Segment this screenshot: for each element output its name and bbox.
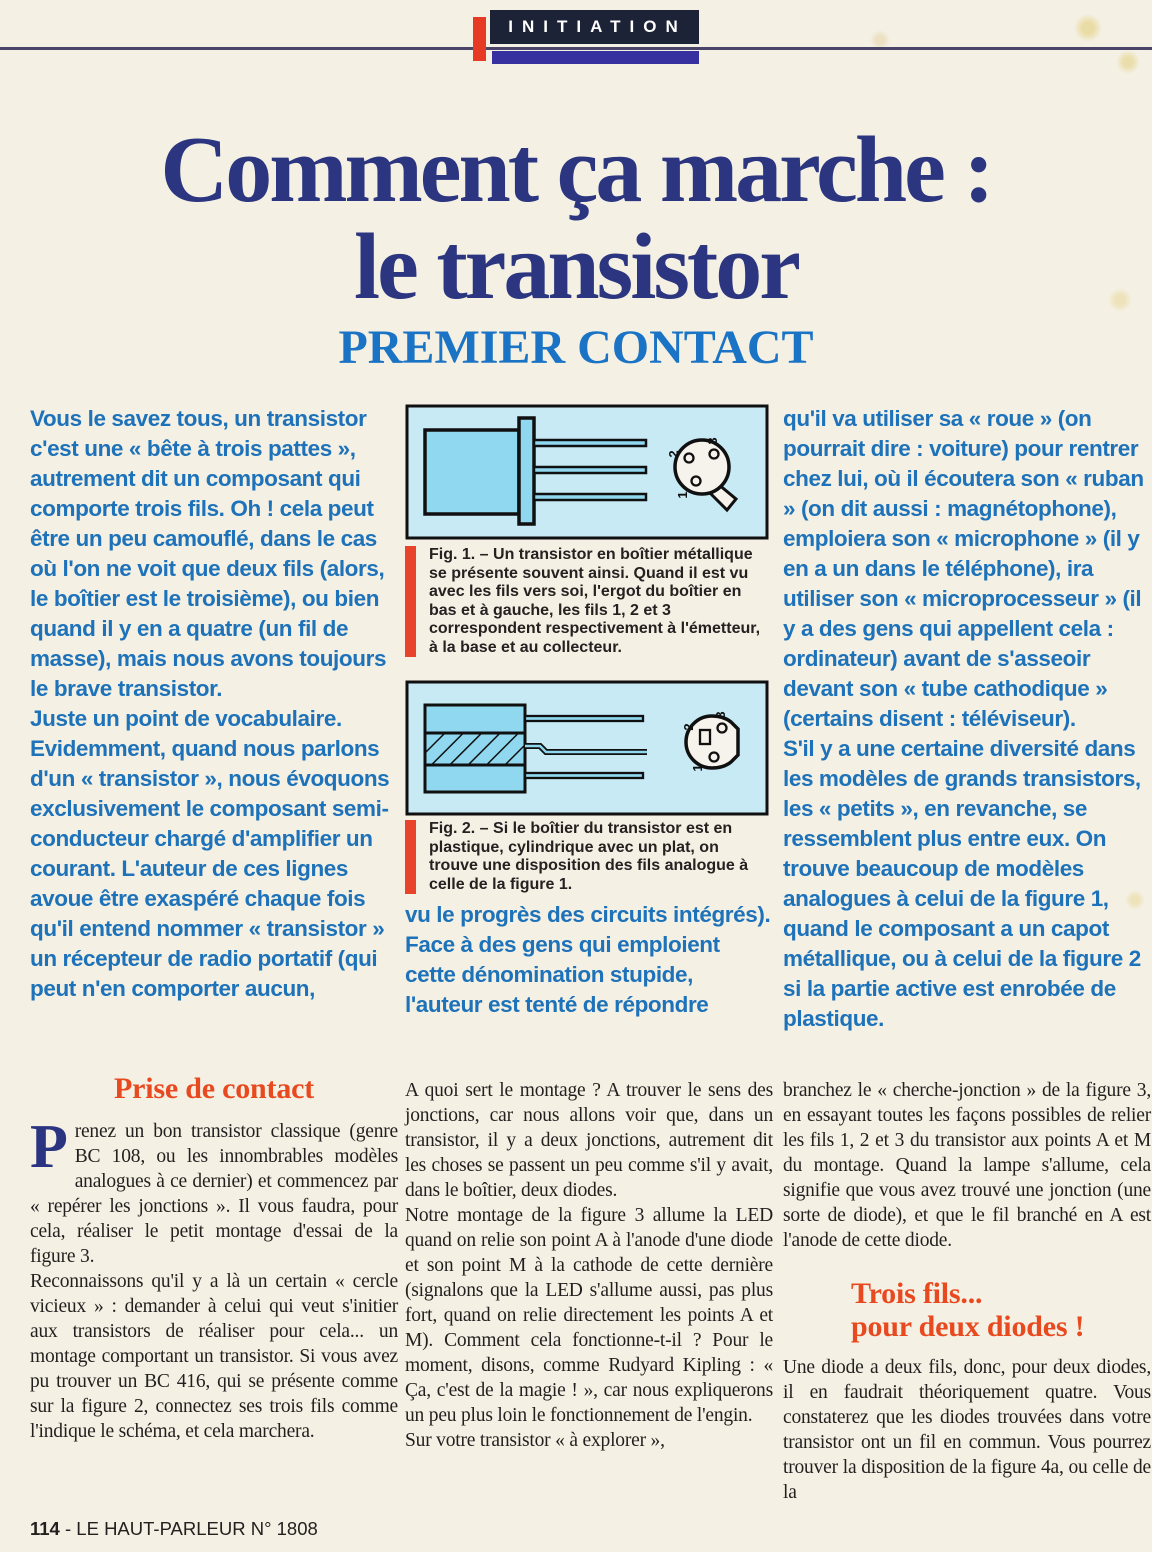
figure-2-transistor-plastic-case bbox=[405, 680, 769, 816]
section-heading-trois-fils bbox=[783, 1277, 1151, 1343]
heading-line: pour deux diodes ! bbox=[851, 1310, 1085, 1343]
body-paragraph: A quoi sert le montage ? A trouver le sens des jonctions, car nous allons voir que, dans un transistor, il y a deux jonctions, autrement dit les choses se passent un peu comme s'il y avait, dans le boîtier, deux diodes. bbox=[405, 1080, 773, 1201]
section-banner-label: INITIATION bbox=[508, 17, 687, 36]
article-title-line2: le transistor bbox=[354, 215, 798, 319]
intro-column-right bbox=[783, 404, 1152, 1034]
body-paragraph: Notre montage de la figure 3 allume la LED quand on relie son point A à l'anode d'une diode et son point M à la cathode de cette dernière (signalons que la LED s'allume aussi, pas plus fort, quand on relie directement les points A et M). Comment cela fonctionne-t-il ? Pour le moment, disons, comme Rudyard Kipling : « Ça, c'est de la magie ! », car nous expliquerons un peu plus loin le fonctionnement de l'engin. bbox=[405, 1205, 773, 1426]
caption-accent-bar bbox=[405, 820, 416, 894]
transistor-flange bbox=[519, 418, 534, 524]
caption-accent-bar bbox=[405, 546, 416, 657]
article-subtitle: PREMIER CONTACT bbox=[338, 321, 814, 374]
pin-label-2: 2 bbox=[681, 723, 696, 731]
heading-line: Trois fils... bbox=[851, 1277, 983, 1310]
page-number: 114 bbox=[30, 1518, 60, 1539]
body-column-right bbox=[783, 1078, 1151, 1505]
body-paragraph: Reconnaissons qu'il y a là un certain « cercle vicieux » : demander à celui qui veut s'initier aux transistors de réaliser pour cela... un montage comportant un transistor. Si vous avez pu trouver un BC 416, qui se présente comme sur la figure 2, connectez ses trois fils comme l'indique le schéma, et cela marchera. bbox=[30, 1271, 398, 1442]
body-column-left bbox=[30, 1072, 398, 1444]
magazine-name: - LE HAUT-PARLEUR N° 1808 bbox=[65, 1518, 318, 1539]
transistor-body bbox=[425, 430, 519, 514]
intro-paragraph: qu'il va utiliser sa « roue » (on pourrait dire : voiture) pour rentrer chez lui, où il écoutera son « ruban » (on dit aussi : magnétophone), emploiera son « microphone » (il y en a un dans le téléphone), ira utiliser son « microprocesseur » (il y a des gens qui appellent cela : ordinateur) avant de s'asseoir devant son « tube cathodique » (certains disent : téléviseur). bbox=[783, 406, 1144, 731]
intro-paragraph: Vous le savez tous, un transistor c'est une « bête à trois pattes », autrement dit un composant qui comporte trois fils. Oh ! cela peut être un peu camouflé, dans le cas où l'on ne voit que deux fils (alors, le boîtier est le troisième), ou bien quand il y en a quatre (un fil de masse), mais nous avons toujours le brave transistor. bbox=[30, 406, 387, 701]
figure-2-caption bbox=[405, 820, 769, 894]
body-paragraph: branchez le « cherche-jonction » de la figure 3, en essayant toutes les façons possibles de relier les fils 1, 2 et 3 du transistor aux points A et M du montage. Quand la lampe s'allume, cela signifie que vous avez trouvé une jonction (une sorte de diode), et que le fil branché en A est l'anode de cette diode. bbox=[783, 1080, 1151, 1251]
intro-paragraph: Face à des gens qui emploient cette dénomination stupide, l'auteur est tenté de répondre bbox=[405, 932, 720, 1017]
transistor-body bbox=[425, 705, 525, 792]
article-title-block bbox=[0, 118, 1152, 374]
intro-paragraph: S'il y a une certaine diversité dans les modèles de grands transistors, les « petits », en revanche, se ressemblent plus entre eux. On trouve beaucoup de modèles analogues à celui de la figure 1, quand le composant a un capot métallique, ou à celui de la figure 2 si la partie active est enrobée de plastique. bbox=[783, 736, 1141, 1031]
intro-paragraph: vu le progrès des circuits intégrés). bbox=[405, 902, 771, 927]
section-heading-prise-de-contact: Prise de contact bbox=[113, 1072, 315, 1105]
header-rule bbox=[0, 47, 1152, 50]
page-footer bbox=[30, 1518, 318, 1540]
section-banner bbox=[490, 10, 699, 44]
body-paragraph: Une diode a deux fils, donc, pour deux diodes, il en faudrait théoriquement quatre. Vous constaterez que les diodes trouvées dans votre transistor ont un fil en commun. Vous pourrez trouver la disposition de la figure 4a, ou celle de la bbox=[783, 1357, 1151, 1503]
caption-text: Fig. 1. – Un transistor en boîtier métallique se présente souvent ainsi. Quand il est vu avec les fils vers soi, l'ergot du boîtier en bas et à gauche, les fils 1, 2 et 3 correspondent respectivement à l'émetteur, à la base et au collecteur. bbox=[429, 546, 761, 656]
intro-paragraph: Juste un point de vocabulaire. Evidemment, quand nous parlons d'un « transistor », nous évoquons exclusivement le composant semi-conducteur chargé d'amplifier un courant. L'auteur de ces lignes avoue être exaspéré chaque fois qu'il entend nommer « transistor » un récepteur de radio portatif (qui peut n'en comporter aucun, bbox=[30, 706, 390, 1001]
pin-label-3: 3 bbox=[705, 437, 720, 445]
pin-label-2: 2 bbox=[666, 450, 681, 458]
figure-1-transistor-metal-case bbox=[405, 404, 769, 540]
banner-blue-bar bbox=[492, 51, 699, 64]
pin-label-3: 3 bbox=[713, 711, 728, 719]
banner-red-bar bbox=[473, 17, 486, 61]
article-title-line1: Comment ça marche : bbox=[160, 118, 992, 222]
intro-column-left bbox=[30, 404, 400, 1004]
pin-label-1: 1 bbox=[690, 764, 705, 772]
figure-1-caption bbox=[405, 546, 769, 657]
dropcap-letter: P bbox=[30, 1113, 68, 1181]
intro-column-middle bbox=[405, 900, 773, 1020]
body-paragraph: Sur votre transistor « à explorer », bbox=[405, 1430, 665, 1451]
caption-text: Fig. 2. – Si le boîtier du transistor est en plastique, cylindrique avec un plat, on trouve une disposition des fils analogue à celle de la figure 1. bbox=[429, 820, 749, 893]
pin-label-1: 1 bbox=[675, 491, 690, 499]
body-paragraph: Prenez un bon transistor classique (genre BC 108, ou les innombrables modèles analogues à ce dernier) et commencez par « repérer les jonctions ». Il vous faudra, pour cela, réaliser le petit montage d'essai de la figure 3. bbox=[30, 1113, 398, 1267]
body-column-middle bbox=[405, 1078, 773, 1453]
